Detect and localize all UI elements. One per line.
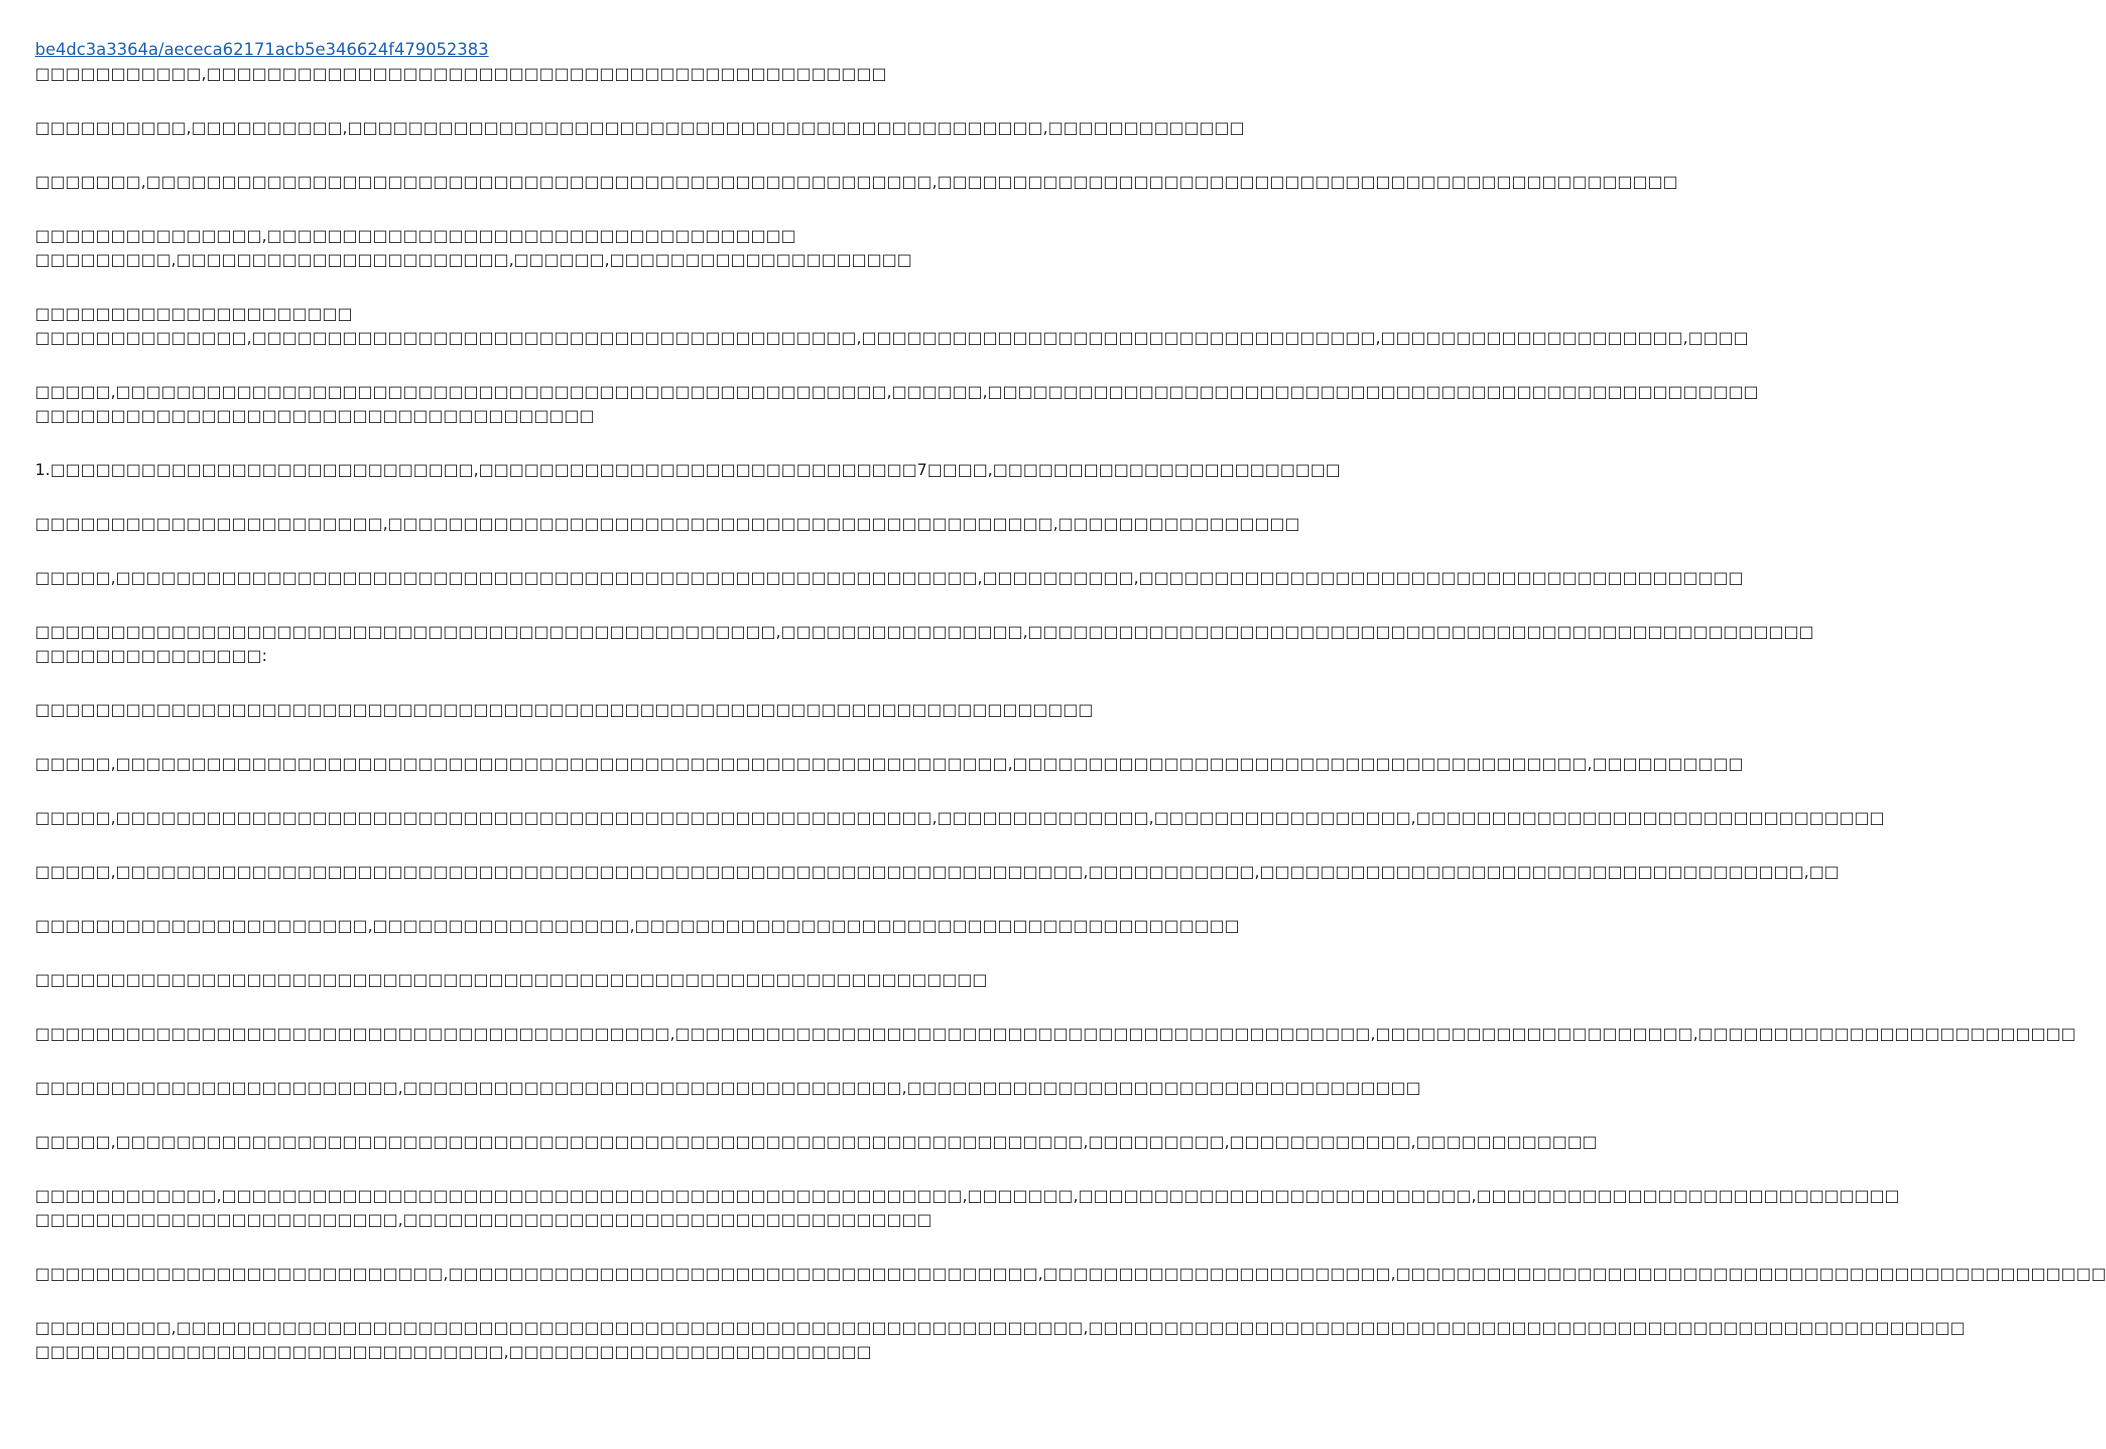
text-line: □□□□□□□□□□□□□□□□□□□□□□□□,□□□□□□□□□□□□□□□□□□□□□□□□□□□□□□□□□□□ (35, 1210, 932, 1229)
text-line: □□□□□,□□□□□□□□□□□□□□□□□□□□□□□□□□□□□□□□□□□□□□□□□□□□□□□□□□□,□□□□□□,□□□□□□□□□□□□□□□□□□□□□□□□□□□□□□□□□□□□□□□□□□□□□□□□□□□ (35, 382, 1759, 401)
paragraph-spacer (35, 590, 989, 620)
paragraph-spacer (35, 140, 989, 170)
text-line: □□□□□□□,□□□□□□□□□□□□□□□□□□□□□□□□□□□□□□□□□□□□□□□□□□□□□□□□□□□□,□□□□□□□□□□□□□□□□□□□□□□□□□□□□□□□□□□□□□□□□□□□□□□□□□ (35, 172, 1678, 191)
paragraph (35, 302, 1749, 350)
text-line: 1.□□□□□□□□□□□□□□□□□□□□□□□□□□□□,□□□□□□□□□□□□□□□□□□□□□□□□□□□□□7□□□□,□□□□□□□□□□□□□□□□□□□□□□□ (35, 460, 1341, 479)
paragraph-spacer (35, 884, 989, 914)
paragraph (35, 1316, 1966, 1364)
paragraph (35, 1130, 1598, 1154)
paragraph (35, 914, 1240, 938)
paragraph-spacer (35, 1100, 989, 1130)
paragraph (35, 380, 1759, 428)
paragraph-spacer (35, 1232, 989, 1262)
paragraph-spacer (35, 536, 989, 566)
paragraph (35, 1184, 1900, 1232)
paragraph-spacer (35, 668, 989, 698)
paragraph (35, 512, 1300, 536)
paragraph (35, 806, 1885, 830)
text-line: □□□□□□□□□□□□□□□□□□□□□□□□□□□□□□□□□□□□□ (35, 406, 595, 425)
paragraph-spacer (35, 830, 989, 860)
paragraph (35, 620, 1814, 668)
paragraph-spacer (35, 272, 989, 302)
text-line: □□□□□,□□□□□□□□□□□□□□□□□□□□□□□□□□□□□□□□□□□□□□□□□□□□□□□□□□□□□□□□□□□,□□□□□□□□□□□□□□□□□□□□□□□□□□□□□□□□□□□□□□,□□□□□□□□□□ (35, 754, 1744, 773)
paragraph-spacer (35, 776, 989, 806)
paragraph-spacer (35, 1286, 989, 1316)
text-line: □□□□□□□□□□,□□□□□□□□□□,□□□□□□□□□□□□□□□□□□□□□□□□□□□□□□□□□□□□□□□□□□□□□□,□□□□□□□□□□□□□ (35, 118, 1245, 137)
paragraph (35, 224, 989, 272)
text-line: □□□□□□□□□□□□□□□□□□□□□□□□□□□□□□□□□□□□□□□□□□□□□□□□□□□□□□□□□□□□□□□□□□□□□□ (35, 700, 1094, 719)
paragraph-spacer (35, 938, 989, 968)
paragraph-spacer (35, 428, 989, 458)
text-line: □□□□□□□□□□□□□□□□□□□□□□,□□□□□□□□□□□□□□□□□,□□□□□□□□□□□□□□□□□□□□□□□□□□□□□□□□□□□□□□□□ (35, 916, 1240, 935)
paragraph (35, 566, 1744, 590)
paragraph (35, 1262, 2106, 1286)
text-line: □□□□□□□□□□□□□□□□□□□□□□□□□□□□□□□□□□□□□□□□□□□□□□□□□,□□□□□□□□□□□□□□□□,□□□□□□□□□□□□□□□□□□□□□□□□□□□□□□□□□□□□□□□□□□□□□□□□□□□□ (35, 622, 1814, 641)
text-line: □□□□□,□□□□□□□□□□□□□□□□□□□□□□□□□□□□□□□□□□□□□□□□□□□□□□□□□□□□□□□□□,□□□□□□□□□□,□□□□□□□□□□□□□□□□□□□□□□□□□□□□□□□□□□□□□□□□ (35, 568, 1744, 587)
document-body (35, 62, 2106, 1364)
text-line: □□□□□□□□□□□□□□□□□□□□□□□□□□□□□□□□□□□□□□□□□□,□□□□□□□□□□□□□□□□□□□□□□□□□□□□□□□□□□□□□□□□□□□□□□,□□□□□□□□□□□□□□□□□□□□□,□□□□□□□□□□□□□□□□□□□□□□□□□ (35, 1024, 2076, 1043)
paragraph-spacer (35, 482, 989, 512)
paragraph-spacer (35, 1046, 989, 1076)
paragraph-spacer (35, 194, 989, 224)
text-line: □□□□□□□□□□□□□□□: (35, 646, 268, 665)
text-line: □□□□□□□□□□□□□□□□□□□□□□□□,□□□□□□□□□□□□□□□□□□□□□□□□□□□□□□□□□,□□□□□□□□□□□□□□□□□□□□□□□□□□□□□□□□□□ (35, 1078, 1421, 1097)
document-link[interactable]: be4dc3a3364a/aececa62171acb5e346624f479052383 (35, 40, 489, 59)
text-line: □□□□□,□□□□□□□□□□□□□□□□□□□□□□□□□□□□□□□□□□□□□□□□□□□□□□□□□□□□□□,□□□□□□□□□□□□□□,□□□□□□□□□□□□□□□□□,□□□□□□□□□□□□□□□□□□□□□□□□□□□□□□□ (35, 808, 1885, 827)
paragraph (35, 752, 1744, 776)
text-line: □□□□□□□□□□□□□□□□□□□□□□□□□□□,□□□□□□□□□□□□□□□□□□□□□□□□□□□□□□□□□□□□□□□,□□□□□□□□□□□□□□□□□□□□□□□,□□□□□□□□□□□□□□□□□□□□□□□□□□□□□□□□□□□□□□□□□□□□□□□ (35, 1264, 2106, 1283)
paragraph (35, 116, 1245, 140)
text-line: □□□□□□□□□□□□□□,□□□□□□□□□□□□□□□□□□□□□□□□□□□□□□□□□□□□□□□□,□□□□□□□□□□□□□□□□□□□□□□□□□□□□□□□□□□,□□□□□□□□□□□□□□□□□□□□,□□□□ (35, 328, 1749, 347)
paragraph (35, 968, 989, 992)
paragraph (35, 1076, 1421, 1100)
paragraph-spacer (35, 992, 989, 1022)
text-line: □□□□□,□□□□□□□□□□□□□□□□□□□□□□□□□□□□□□□□□□□□□□□□□□□□□□□□□□□□□□□□□□□□□□□□,□□□□□□□□□□□,□□□□□□□□□□□□□□□□□□□□□□□□□□□□□□□□□□□□,□□ (35, 862, 1840, 881)
paragraph-spacer (35, 1154, 989, 1184)
paragraph (35, 698, 1094, 722)
text-line: □□□□□□□□□,□□□□□□□□□□□□□□□□□□□□□□,□□□□□□,□□□□□□□□□□□□□□□□□□□□ (35, 250, 912, 269)
text-line: □□□□□□□□□□□□□□□,□□□□□□□□□□□□□□□□□□□□□□□□□□□□□□□□□□□ (35, 226, 796, 245)
text-line: □□□□□□□□□□□□□□□□□□□□□□□,□□□□□□□□□□□□□□□□□□□□□□□□□□□□□□□□□□□□□□□□□□□□,□□□□□□□□□□□□□□□□ (35, 514, 1300, 533)
text-line: □□□□□,□□□□□□□□□□□□□□□□□□□□□□□□□□□□□□□□□□□□□□□□□□□□□□□□□□□□□□□□□□□□□□□□,□□□□□□□□□,□□□□□□□□□□□□,□□□□□□□□□□□□ (35, 1132, 1598, 1151)
paragraph-spacer (35, 722, 989, 752)
text-line: □□□□□□□□□,□□□□□□□□□□□□□□□□□□□□□□□□□□□□□□□□□□□□□□□□□□□□□□□□□□□□□□□□□□□□,□□□□□□□□□□□□□□□□□□□□□□□□□□□□□□□□□□□□□□□□□□□□□□□□□□□□□□□□□□ (35, 1318, 1966, 1337)
text-line: □□□□□□□□□□□,□□□□□□□□□□□□□□□□□□□□□□□□□□□□□□□□□□□□□□□□□□□□□ (35, 64, 887, 83)
paragraph (35, 458, 1341, 482)
text-line: □□□□□□□□□□□□,□□□□□□□□□□□□□□□□□□□□□□□□□□□□□□□□□□□□□□□□□□□□□□□□□,□□□□□□□,□□□□□□□□□□□□□□□□□□□□□□□□□□,□□□□□□□□□□□□□□□□□□□□□□□□□□□□ (35, 1186, 1900, 1205)
paragraph (35, 860, 1840, 884)
text-line: □□□□□□□□□□□□□□□□□□□□□□□□□□□□□□□,□□□□□□□□□□□□□□□□□□□□□□□□ (35, 1342, 872, 1361)
paragraph (35, 170, 1678, 194)
paragraph-spacer (35, 350, 989, 380)
paragraph (35, 62, 989, 86)
text-line: □□□□□□□□□□□□□□□□□□□□□□□□□□□□□□□□□□□□□□□□□□□□□□□□□□□□□□□□□□□□□□□ (35, 970, 988, 989)
text-line: □□□□□□□□□□□□□□□□□□□□□ (35, 304, 353, 323)
paragraph-spacer (35, 86, 989, 116)
paragraph (35, 1022, 2076, 1046)
document-page (35, 38, 2106, 1364)
